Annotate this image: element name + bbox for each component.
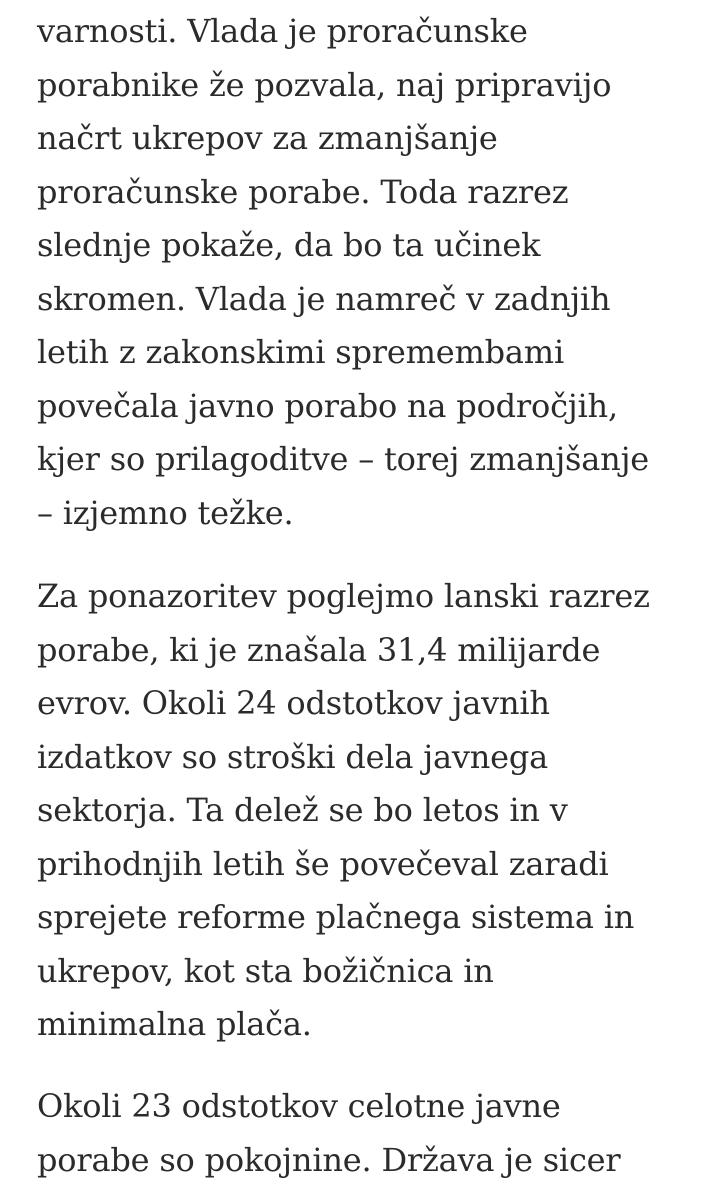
text-line: slednje pokaže, da bo ta učinek [37,226,541,264]
text-line: porabe, ki je znašala 31,4 milijarde [37,630,601,669]
text-line: prihodnjih letih še povečeval zaradi [37,844,609,883]
text-line: povečala javno porabo na področjih, [37,386,618,425]
paragraph-1 [37,5,649,540]
text-line: varnosti. Vlada je proračunske [37,12,528,50]
text-line: ukrepov, kot sta božičnica in [37,951,494,990]
text-line: kjer so prilagoditve – torej zmanjšanje [37,440,650,478]
text-line: minimalna plača. [37,1005,312,1043]
paragraph-2 [37,570,650,1052]
text-line: skromen. Vlada je namreč v zadnjih [37,279,611,318]
text-line: porabe so pokojnine. Država je sicer [37,1140,621,1179]
text-line: načrt ukrepov za zmanjšanje [37,119,498,157]
text-line: proračunske porabe. Toda razrez [37,172,569,211]
text-line: porabnike že pozvala, naj pripravijo [37,65,612,104]
paragraph-3 [37,1080,621,1187]
text-line: sprejete reforme plačnega sistema in [37,898,635,936]
text-line: Za ponazoritev poglejmo lanski razrez [37,577,650,615]
text-line: – izjemno težke. [37,493,294,532]
text-line: izdatkov so stroški dela javnega [37,737,549,776]
text-line: sektorja. Ta delež se bo letos in v [37,791,568,829]
text-line: letih z zakonskimi spremembami [37,333,564,371]
text-line: evrov. Okoli 24 odstotkov javnih [37,684,550,722]
text-line: Okoli 23 odstotkov celotne javne [37,1087,561,1125]
